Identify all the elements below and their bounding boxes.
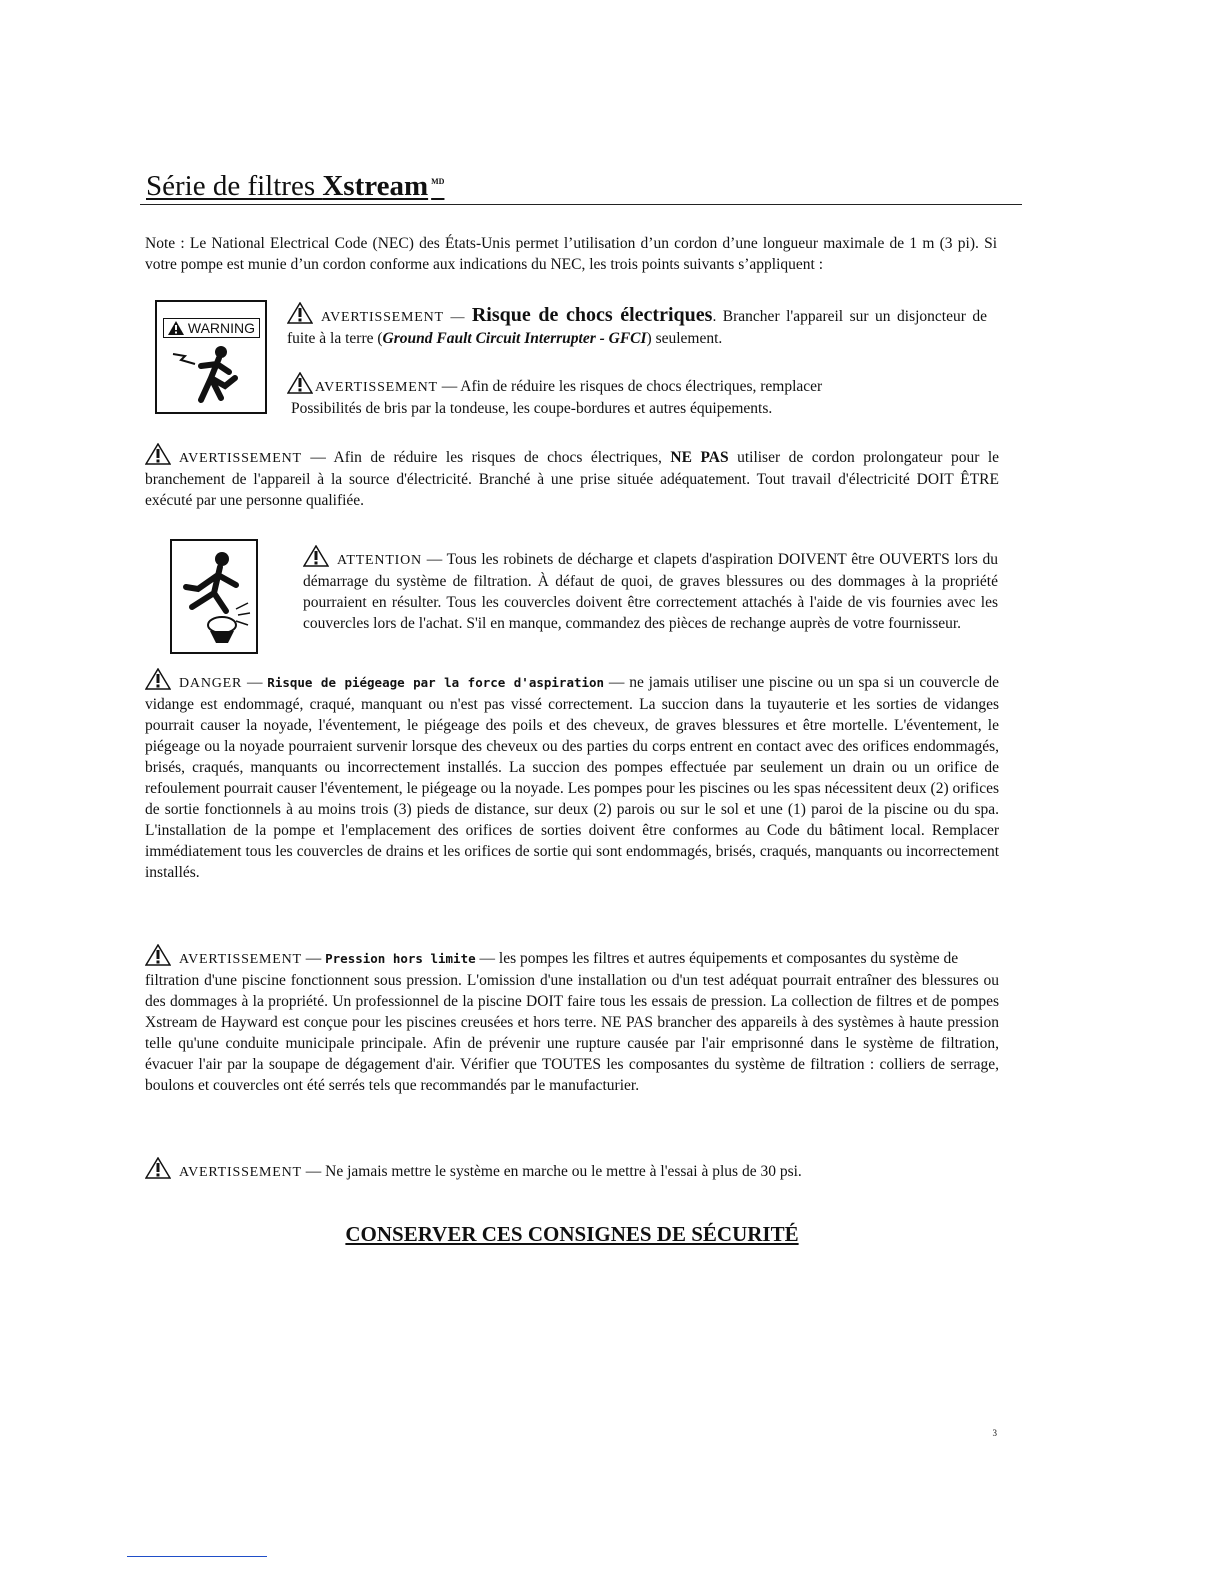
warning-triangle-icon: [145, 1157, 171, 1179]
danger-label: DANGER: [179, 676, 243, 691]
warning-label: AVERTISSEMENT: [179, 451, 302, 466]
trademark-mark: MD: [431, 177, 445, 187]
warning-electric-shock: AVERTISSEMENT — Risque de chocs électriques. Brancher l'appareil sur un disjoncteur de fuite à la terre (Ground Fault Circuit Interrupter - GFCI) seulement.: [287, 304, 988, 347]
suction-entrapment-icon: [176, 547, 252, 647]
page-title: [146, 170, 444, 203]
warning-pressure: AVERTISSEMENT — Pression hors limite — les pompes les filtres et autres équipements et composantes du système de filtration d'une piscine fonctionnent sous pression. L'omission d'une installation ou d'un test adéquat pourrait entraîner des blessures ou des dommages à la propriété. Un professionnel de la piscine DOIT faire tous les essais de pression. La collection de filtres et de pompes Xstream de Hayward est conçue pour les piscines creusées et hors terre. NE PAS brancher des appareils à des systèmes à haute pression telle qu'une conduite municipale principale. Afin de prévenir une rupture causée par l'air emprisonné dans le système de filtration, évacuer l'air par la soupape de dégagement d'air. Vérifier que TOUTES les composantes du système de filtration : colliers de serrage, boulons et couvercles ont été serrés tels que recommandés par le manufacturier.: [145, 944, 999, 1096]
danger-suction-entrapment: DANGER — Risque de piégeage par la force d'aspiration — ne jamais utiliser une piscine ou un spa si un couvercle de vidange est endommagé, craqué, manquant ou n'est pas vissé correctement. La succion dans la tuyauterie et les sorties de vidanges pourrait causer la noyade, l'éventement, le piégeage des poils et des cheveux, de graves blessures et être mortelle. L'éventement, le piégeage ou la noyade pourraient survenir lorsque des cheveux ou des parties du corps entrent en contact avec des orifices endommagés, brisés, craqués, manquants ou incorrectement installés. La succion des pompes effectuée par seulement un drain ou un orifice de refoulement pourrait causer l'éventement, le piégeage ou la noyade. Les pompes pour les piscines ou les spas nécessitent deux (2) orifices de sortie fonctionnels à au moins trois (3) pieds de distance, sur deux (2) parois ou sur le sol et une (1) paroi de la piscine ou du spa. L'installation de la pompe et l'emplacement des orifices de sorties doivent être conformes au Code du bâtiment local. Remplacer immédiatement tous les couvercles de drains et les orifices de sortie qui sont endommagés, brisés, craqués, manquants ou incorrectement installés.: [145, 668, 999, 883]
warning-label: [163, 318, 260, 338]
attention-label: ATTENTION: [337, 553, 422, 568]
note-paragraph: Note : Le National Electrical Code (NEC) des États-Unis permet l’utilisation d’un cordon d’une longueur maximale de 1 m (3 pi). Si votre pompe est munie d’un cordon conforme aux indications du NEC, les trois points suivants s’appliquent :: [145, 235, 997, 273]
page-header: [140, 168, 1022, 205]
attention-notice: ATTENTION — Tous les robinets de décharge et clapets d'aspiration DOIVENT être OUVERTS lors du démarrage du système de filtration. À défaut de quoi, de graves blessures ou des dommages à la propriété pourraient en résulter. Tous les couvercles doivent être correctement attachés à l'aide de vis fournies avec les couvercles lors de l'achat. S'il en manque, commandez des pièces de rechange auprès de votre fournisseur.: [303, 545, 998, 634]
electric-shock-icon: [171, 342, 251, 410]
warning-triangle-icon: [168, 321, 184, 335]
warning-triangle-icon: [145, 443, 171, 465]
warning-label: AVERTISSEMENT —: [321, 310, 466, 325]
warning-extension-cord: AVERTISSEMENT — Afin de réduire les risques de chocs électriques, NE PAS utiliser de cordon prolongateur pour le branchement de l'appareil à la source d'électricité. Branché à une prise située adéquatement. Tout travail d'électricité DOIT ÊTRE exécuté par une personne qualifiée.: [145, 443, 999, 511]
pressure-heading: Pression hors limite: [325, 951, 476, 966]
warning-triangle-icon: [145, 944, 171, 966]
footer-rule: [127, 1556, 267, 1557]
closing-heading: CONSERVER CES CONSIGNES DE SÉCURITÉ: [345, 1222, 799, 1246]
warning-label: AVERTISSEMENT: [179, 1165, 302, 1180]
warning-pictogram-box: [155, 300, 267, 414]
warning-label: AVERTISSEMENT: [315, 380, 438, 395]
warning-replace: AVERTISSEMENT — Afin de réduire les risques de chocs électriques, remplacer Possibilités de bris par la tondeuse, les coupe-bordures et autres équipements.: [287, 372, 987, 419]
warning-triangle-icon: [303, 545, 329, 567]
warning-label-text: WARNING: [187, 320, 256, 336]
warning-triangle-icon: [145, 668, 171, 690]
title-prefix: Série de filtres: [146, 170, 323, 202]
page-number: 3: [992, 1428, 997, 1438]
warning-max-pressure: AVERTISSEMENT — Ne jamais mettre le système en marche ou le mettre à l'essai à plus de 30 psi.: [145, 1157, 999, 1183]
warning-label: AVERTISSEMENT: [179, 952, 302, 967]
suction-hazard-pictogram-box: [170, 539, 258, 654]
danger-heading: Risque de piégeage par la force d'aspiration: [267, 675, 605, 690]
warning-triangle-icon: [287, 372, 313, 394]
title-brand: Xstream: [322, 170, 429, 202]
warning-triangle-icon: [287, 302, 313, 324]
warning-heading: Risque de chocs électriques: [471, 304, 713, 326]
